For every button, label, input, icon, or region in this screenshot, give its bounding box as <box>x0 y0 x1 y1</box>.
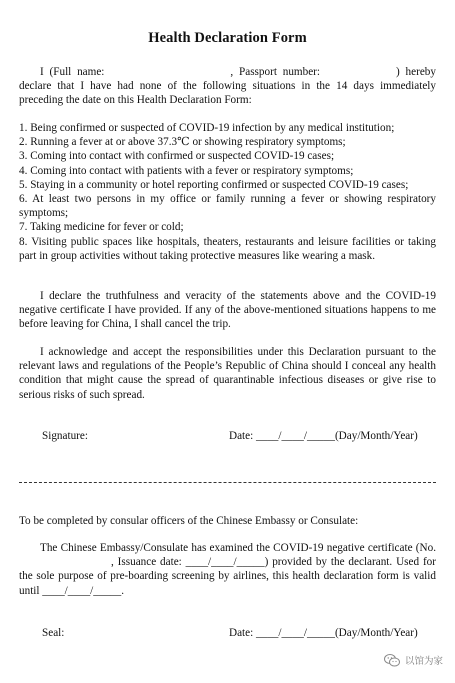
situation-list <box>19 121 436 263</box>
consular-body-rest: , Issuance date: ____/____/_____) provided by the declarant. Used for the sole purpose of pre-boarding screening by airlines, this health declaration form is valid until ____/____/_____. <box>19 556 436 597</box>
list-item: 6. At least two persons in my office or family running a fever or showing respiratory symptoms; <box>19 193 436 220</box>
intro-paragraph <box>19 65 436 108</box>
list-item: 1. Being confirmed or suspected of COVID-19 infection by any medical institution; <box>19 122 395 134</box>
consular-paragraph <box>19 541 436 598</box>
full-name-label: I (Full name: <box>40 66 105 78</box>
form-title: Health Declaration Form <box>148 30 307 46</box>
list-item: 4. Coming into contact with patients with a fever or respiratory symptoms; <box>19 164 354 177</box>
signature-label: Signature: <box>42 430 88 442</box>
list-item: 5. Staying in a community or hotel reporting confirmed or suspected COVID-19 cases; <box>19 178 409 191</box>
watermark <box>384 653 443 667</box>
list-item: 2. Running a fever at or above 37.3℃ or showing respiratory symptoms; <box>19 136 346 149</box>
intro-rest: ) hereby declare that I have had none of the following situations in the 14 days immediately preceding the date on this Health Declaration Form: <box>19 66 436 107</box>
acknowledgement-paragraph: I acknowledge and accept the responsibilities under this Declaration pursuant to the relevant laws and regulations of the People’s Republic of China should I conceal any health condition that might cause the spread of quarantinable infectious diseases or give rise to serious risks of such spread. <box>19 346 436 401</box>
consular-body-start: The Chinese Embassy/Consulate has examined the COVID-19 negative certificate (No. <box>40 542 436 554</box>
truthfulness-paragraph: I declare the truthfulness and veracity of the statements above and the COVID-19 negative certificate I have provided. If any of the above-mentioned situations happens to me before leaving for China, I shall cancel the trip. <box>19 290 436 331</box>
seal-label: Seal: <box>42 627 65 639</box>
wechat-icon <box>384 654 400 667</box>
signature-date-field[interactable]: Date: ____/____/_____(Day/Month/Year) <box>229 430 418 442</box>
list-item: 8. Visiting public spaces like hospitals, theaters, restaurants and leisure facilities or taking part in group activities without taking protective measures like wearing a mask. <box>19 235 436 262</box>
list-item: 3. Coming into contact with confirmed or suspected COVID-19 cases; <box>19 150 335 163</box>
list-item: 7. Taking medicine for fever or cold; <box>19 221 184 234</box>
consular-heading: To be completed by consular officers of the Chinese Embassy or Consulate: <box>19 515 359 527</box>
passport-number-label: , Passport number: <box>230 66 321 78</box>
watermark-text: 以馆为家 <box>404 656 443 667</box>
section-divider <box>19 482 436 483</box>
seal-date-field[interactable]: Date: ____/____/_____(Day/Month/Year) <box>229 627 418 639</box>
